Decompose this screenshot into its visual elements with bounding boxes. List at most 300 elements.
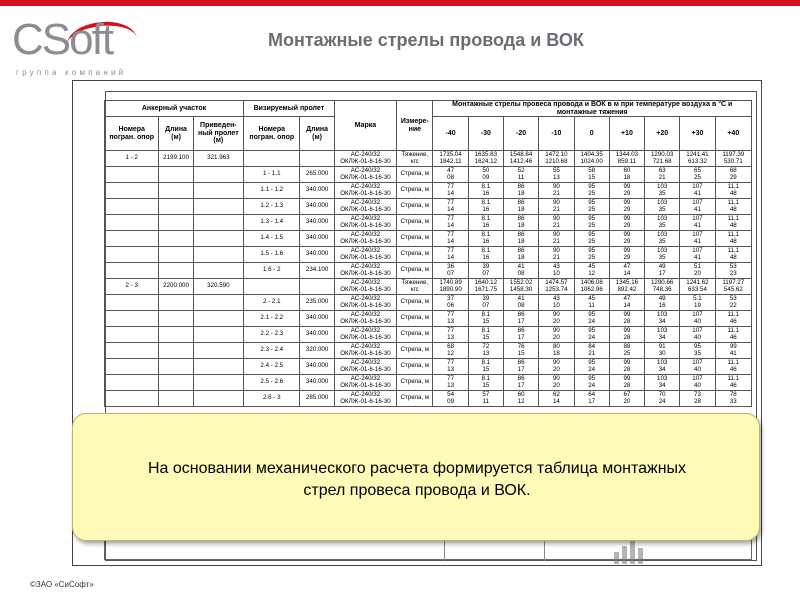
value-cell-top: 95 [588,183,596,190]
slide-title: Монтажные стрелы провода и ВОК [268,30,584,50]
value-cell-top: 90 [552,327,560,334]
value-cell-bottom: 1412.46 [509,157,533,165]
value-cell-top: 11.1 [727,231,740,238]
value-cell-top: 80 [552,343,560,350]
value-cell [609,263,644,279]
value-cell [609,359,644,375]
value-cell [539,263,574,279]
value-cell-bottom: 21 [552,205,560,213]
value-cell-bottom: 10 [552,301,560,309]
reduced-span-cell [193,359,243,375]
visible-nums-cell: 1.6 - 2 [244,263,300,279]
anchor-length-cell [159,295,193,311]
value-cell [609,151,644,167]
value-cell-top: 49 [658,263,666,270]
brand-cell [334,343,396,359]
value-cell [680,151,715,167]
value-cell-bottom: 41 [729,349,737,357]
value-cell [715,231,751,247]
value-cell [468,391,503,407]
value-cell-top: 1241.41 [686,151,709,158]
value-cell-bottom: 14 [552,397,560,405]
value-cell [645,295,680,311]
brand-cell [334,311,396,327]
top-accent-bar [0,0,800,6]
value-cell [433,215,468,231]
value-cell-top: 5.1 [693,295,702,302]
measure-cell-top: Стрела, м [400,202,430,210]
brand-cell-top: АС-240/32 [350,167,381,174]
value-cell-top: 103 [657,183,668,190]
value-cell [433,263,468,279]
value-cell-top: 86 [517,183,525,190]
reduced-span-cell [193,295,243,311]
reduced-span-cell: 321.963 [193,151,243,167]
value-cell-top: 11.1 [727,199,740,206]
value-cell-top: 1241.62 [686,279,709,286]
measure-cell [397,327,433,343]
callout-line-2: стрел провеса провода и ВОК. [303,481,531,499]
brand-cell-bottom: ОКЛЖ-01-6-16-30 [340,253,391,261]
value-cell-top: 107 [692,231,703,238]
brand-cell-bottom: ОКЛЖ-01-6-16-30 [340,397,391,405]
value-cell-top: 43 [552,295,560,302]
table-row [105,199,752,215]
visible-length-cell: 234.100 [300,263,334,279]
value-cell-bottom: 34 [658,381,666,389]
value-cell-top: 103 [657,215,668,222]
value-cell-bottom: 09 [447,397,455,405]
visible-length-cell [300,151,334,167]
value-cell-bottom: 29 [623,253,631,261]
value-cell [609,231,644,247]
value-cell [715,327,751,343]
value-cell [574,311,609,327]
value-cell [539,311,574,327]
value-cell-bottom: 30 [658,349,666,357]
measure-cell [397,343,433,359]
value-cell-bottom: 24 [588,365,596,373]
value-cell-bottom: 11 [517,173,525,181]
visible-length-cell: 340.000 [300,199,334,215]
value-cell-bottom: 13 [482,349,490,357]
reduced-span-cell [193,343,243,359]
value-cell [503,167,538,183]
measure-cell-top: Стрела, м [400,218,430,226]
brand-cell-top: АС-240/32 [350,375,381,382]
value-cell-top: 70 [658,391,666,398]
value-cell-bottom: 21 [552,221,560,229]
value-cell [433,359,468,375]
value-cell-bottom: 17 [517,381,525,389]
value-cell [503,391,538,407]
value-cell-top: 95 [588,359,596,366]
anchor-nums-cell [105,375,159,391]
value-cell-top: 8.1 [481,215,491,222]
value-cell-bottom: 40 [694,333,701,341]
anchor-nums-cell: 2 - 3 [105,279,159,295]
value-cell [574,327,609,343]
table-row [105,327,752,343]
value-cell-bottom: 17 [517,365,525,373]
value-cell-top: 103 [657,327,668,334]
value-cell [503,231,538,247]
value-cell-bottom: 34 [658,365,666,373]
value-cell-bottom: 1210.68 [545,157,568,165]
value-cell-bottom: 17 [517,317,525,325]
csoft-logo [12,16,142,82]
value-cell-top: 90 [552,375,560,382]
value-cell-bottom: 28 [623,317,631,325]
visible-nums-cell: 1.1 - 1.2 [244,183,300,199]
value-cell-top: 11.1 [727,215,740,222]
visible-nums-cell: 1 - 1.1 [244,167,300,183]
visible-length-cell: 235.000 [300,295,334,311]
value-cell-top: 45 [588,263,596,270]
brand-cell [334,183,396,199]
reduced-span-cell [193,375,243,391]
value-cell-top: 76 [517,343,525,350]
value-cell-bottom: 21 [588,349,596,357]
value-cell-bottom: 08 [517,301,525,309]
anchor-nums-cell [105,199,159,215]
anchor-nums-cell [105,311,159,327]
visible-nums-cell: 1.4 - 1.5 [244,231,300,247]
brand-cell-top: АС-240/32 [350,263,381,270]
value-cell [539,247,574,263]
header-anchor-nums: Номера погран. опор [105,117,159,151]
header-brand: Марка [334,101,396,151]
value-cell-top: 8.1 [481,247,491,254]
value-cell [715,295,751,311]
value-cell-bottom: 24 [588,381,596,389]
value-cell-top: 107 [692,183,703,190]
anchor-length-cell [159,343,193,359]
value-cell-top: 86 [517,327,525,334]
value-cell [715,183,751,199]
value-cell-bottom: 25 [588,253,596,261]
table-row [105,343,752,359]
value-cell-top: 39 [482,263,490,270]
value-cell [574,391,609,407]
header-measure: Измере-ние [397,101,433,151]
reduced-span-cell [193,263,243,279]
logo-wordmark: CSoft [12,15,113,64]
value-cell-top: 77 [447,199,455,206]
value-cell-top: 77 [447,375,455,382]
value-cell-bottom: 17 [517,333,525,341]
value-cell-bottom: 12 [447,349,455,357]
value-cell-bottom: 25 [588,221,596,229]
value-cell-bottom: 35 [658,221,666,229]
value-cell-top: 103 [657,375,668,382]
measure-cell [397,247,433,263]
brand-cell-bottom: ОКЛЖ-01-6-16-30 [340,237,391,245]
value-cell [539,391,574,407]
table-row [105,247,752,263]
value-cell-top: 99 [623,359,631,366]
value-cell-bottom: 613.32 [687,157,707,165]
value-cell-top: 8.1 [481,183,491,190]
value-cell-bottom: 1624.12 [474,157,498,165]
value-cell-bottom: 35 [694,349,701,357]
visible-length-cell: 340.000 [300,247,334,263]
value-cell [609,311,644,327]
measure-cell [397,263,433,279]
value-cell-top: 99 [729,343,737,350]
value-cell-top: 47 [623,263,631,270]
value-cell [574,167,609,183]
value-cell-bottom: 35 [658,237,666,245]
value-cell-top: 1197.27 [722,279,745,286]
value-cell-top: 77 [447,231,455,238]
value-cell-top: 64 [588,391,596,398]
value-cell-top: 90 [552,199,560,206]
value-cell-bottom: 21 [658,173,666,181]
visible-length-cell: 340.000 [300,231,334,247]
value-cell-top: 11.1 [727,375,740,382]
value-cell-top: 90 [552,311,560,318]
value-cell-bottom: 34 [658,333,666,341]
value-cell-bottom: 46 [729,365,737,373]
value-cell [574,151,609,167]
value-cell-top: 107 [692,327,703,334]
value-cell-top: 8.1 [481,311,491,318]
brand-cell-bottom: ОКЛЖ-01-6-16-30 [340,173,391,181]
value-cell-top: 1472.10 [545,151,568,158]
brand-cell-bottom: ОКЛЖ-01-6-16-30 [340,205,391,213]
value-cell [715,343,751,359]
value-cell-bottom: 28 [623,333,631,341]
header-reduced-span: Приведен-ный пролет (м) [193,117,243,151]
measure-cell-bottom: кгс [410,285,419,293]
value-cell [574,279,609,295]
value-cell-top: 11.1 [727,183,740,190]
value-cell-top: 90 [552,231,560,238]
value-cell-bottom: 1024.00 [580,157,603,165]
value-cell-top: 77 [447,359,455,366]
reduced-span-cell [193,247,243,263]
value-cell-bottom: 20 [552,333,560,341]
header-visible-length: Длина (м) [300,117,334,151]
value-cell-top: 53 [729,295,737,302]
value-cell [468,327,503,343]
measure-cell-top: Стрела, м [400,170,430,178]
brand-cell-top: АС-240/32 [350,279,381,286]
value-cell [645,167,680,183]
value-cell [539,215,574,231]
value-cell [468,359,503,375]
value-cell [433,279,468,295]
value-cell-bottom: 40 [694,381,701,389]
reduced-span-cell [193,231,243,247]
value-cell-bottom: 18 [517,221,525,229]
value-cell [503,199,538,215]
value-cell-bottom: 24 [658,397,666,405]
value-cell [680,183,715,199]
value-cell [433,295,468,311]
header-temp-2: -20 [503,117,538,151]
value-cell-bottom: 18 [552,349,560,357]
value-cell-bottom: 17 [588,397,596,405]
value-cell-top: 95 [588,231,596,238]
value-cell-bottom: 29 [623,205,631,213]
value-cell-bottom: 07 [447,269,455,277]
value-cell-bottom: 892.42 [617,285,637,293]
value-cell [539,183,574,199]
value-cell-top: 88 [623,343,631,350]
header-visible-nums: Номера погран. опор [244,117,300,151]
value-cell-top: 47 [623,295,631,302]
value-cell-bottom: 25 [588,205,596,213]
value-cell-top: 68 [447,343,455,350]
measure-cell-top: Стрела, м [400,378,430,386]
value-cell [468,183,503,199]
value-cell-bottom: 1458.30 [509,285,533,293]
value-cell-bottom: 14 [447,253,455,261]
header-temp-1: -30 [468,117,503,151]
value-cell-bottom: 1253.74 [545,285,568,293]
value-cell [539,199,574,215]
measure-cell [397,151,433,167]
measure-cell-top: Стрела, м [400,394,430,402]
value-cell-bottom: 48 [729,205,737,213]
value-cell [433,199,468,215]
value-cell-bottom: 20 [552,381,560,389]
anchor-length-cell [159,327,193,343]
value-cell [680,311,715,327]
anchor-nums-cell [105,343,159,359]
value-cell [609,343,644,359]
value-cell-bottom: 1062.96 [580,285,603,293]
value-cell-top: 107 [692,215,703,222]
value-cell [574,375,609,391]
value-cell [468,215,503,231]
callout-note [72,413,760,541]
value-cell [503,327,538,343]
brand-cell [334,391,396,407]
value-cell-top: 86 [517,375,525,382]
measure-cell-top: Стрела, м [400,234,430,242]
value-cell-top: 99 [623,375,631,382]
value-cell-top: 41 [517,295,525,302]
table-row [105,183,752,199]
value-cell [503,151,538,167]
brand-cell-bottom: ОКЛЖ-01-6-16-30 [340,333,391,341]
table-row [105,231,752,247]
brand-cell-top: АС-240/32 [350,231,381,238]
value-cell [503,311,538,327]
value-cell [433,391,468,407]
value-cell-top: 8.1 [481,327,491,334]
value-cell-top: 77 [447,311,455,318]
measure-cell-top: Стрела, м [400,314,430,322]
brand-cell-bottom: ОКЛЖ-01-6-16-30 [340,269,391,277]
value-cell [503,279,538,295]
value-cell-bottom: 1842.11 [439,157,462,165]
header-temp-0: -40 [433,117,468,151]
value-cell-bottom: 25 [623,349,631,357]
value-cell-bottom: 40 [694,365,701,373]
measure-cell-top: Стрела, м [400,362,430,370]
brand-cell [334,279,396,295]
value-cell-bottom: 24 [588,333,596,341]
value-cell-bottom: 16 [482,189,490,197]
value-cell [680,327,715,343]
value-cell-top: 1474.57 [545,279,568,286]
value-cell-top: 1344.03 [615,151,639,158]
measure-cell [397,359,433,375]
visible-nums-cell: 2.3 - 2.4 [244,343,300,359]
brand-cell-top: АС-240/32 [350,311,381,318]
value-cell-top: 58 [588,167,596,174]
value-cell-top: 86 [517,215,525,222]
anchor-length-cell [159,183,193,199]
value-cell-bottom: 07 [482,269,490,277]
visible-nums-cell: 2.5 - 2.6 [244,375,300,391]
value-cell-bottom: 28 [623,381,631,389]
value-cell-top: 90 [552,183,560,190]
value-cell-top: 86 [517,359,525,366]
value-cell-bottom: 22 [729,301,737,309]
value-cell-bottom: 15 [482,381,490,389]
brand-cell-bottom: ОКЛЖ-01-6-16-30 [340,349,391,357]
value-cell-top: 65 [694,167,701,174]
value-cell-bottom: 11 [588,301,595,309]
value-cell-bottom: 20 [552,365,560,373]
value-cell [468,375,503,391]
value-cell-top: 1548.84 [509,151,533,158]
value-cell-top: 68 [729,167,737,174]
value-cell [468,311,503,327]
table-row [105,391,752,407]
value-cell-top: 11.1 [727,327,740,334]
value-cell-bottom: 46 [729,333,737,341]
value-cell-top: 72 [482,343,490,350]
measure-cell [397,215,433,231]
value-cell-top: 103 [657,311,668,318]
anchor-nums-cell [105,167,159,183]
value-cell-bottom: 09 [482,173,490,181]
value-cell-bottom: 48 [729,237,737,245]
reduced-span-cell [193,199,243,215]
visible-length-cell: 340.000 [300,311,334,327]
anchor-length-cell [159,215,193,231]
value-cell [680,279,715,295]
value-cell-bottom: 19 [694,301,701,309]
value-cell [433,167,468,183]
reduced-span-cell [193,167,243,183]
anchor-nums-cell [105,359,159,375]
value-cell-bottom: 08 [447,173,455,181]
value-cell [574,199,609,215]
brand-cell-top: АС-240/32 [350,391,381,398]
visible-nums-cell: 2 - 2.1 [244,295,300,311]
table-row [105,295,752,311]
value-cell [715,151,751,167]
value-cell [609,247,644,263]
value-cell [468,151,503,167]
value-cell-bottom: 20 [623,397,631,405]
value-cell [539,279,574,295]
anchor-nums-cell [105,295,159,311]
reduced-span-cell [193,311,243,327]
value-cell [715,359,751,375]
header-temp-4: 0 [574,117,609,151]
reduced-span-cell [193,327,243,343]
measure-cell [397,391,433,407]
value-cell-bottom: 35 [658,253,666,261]
